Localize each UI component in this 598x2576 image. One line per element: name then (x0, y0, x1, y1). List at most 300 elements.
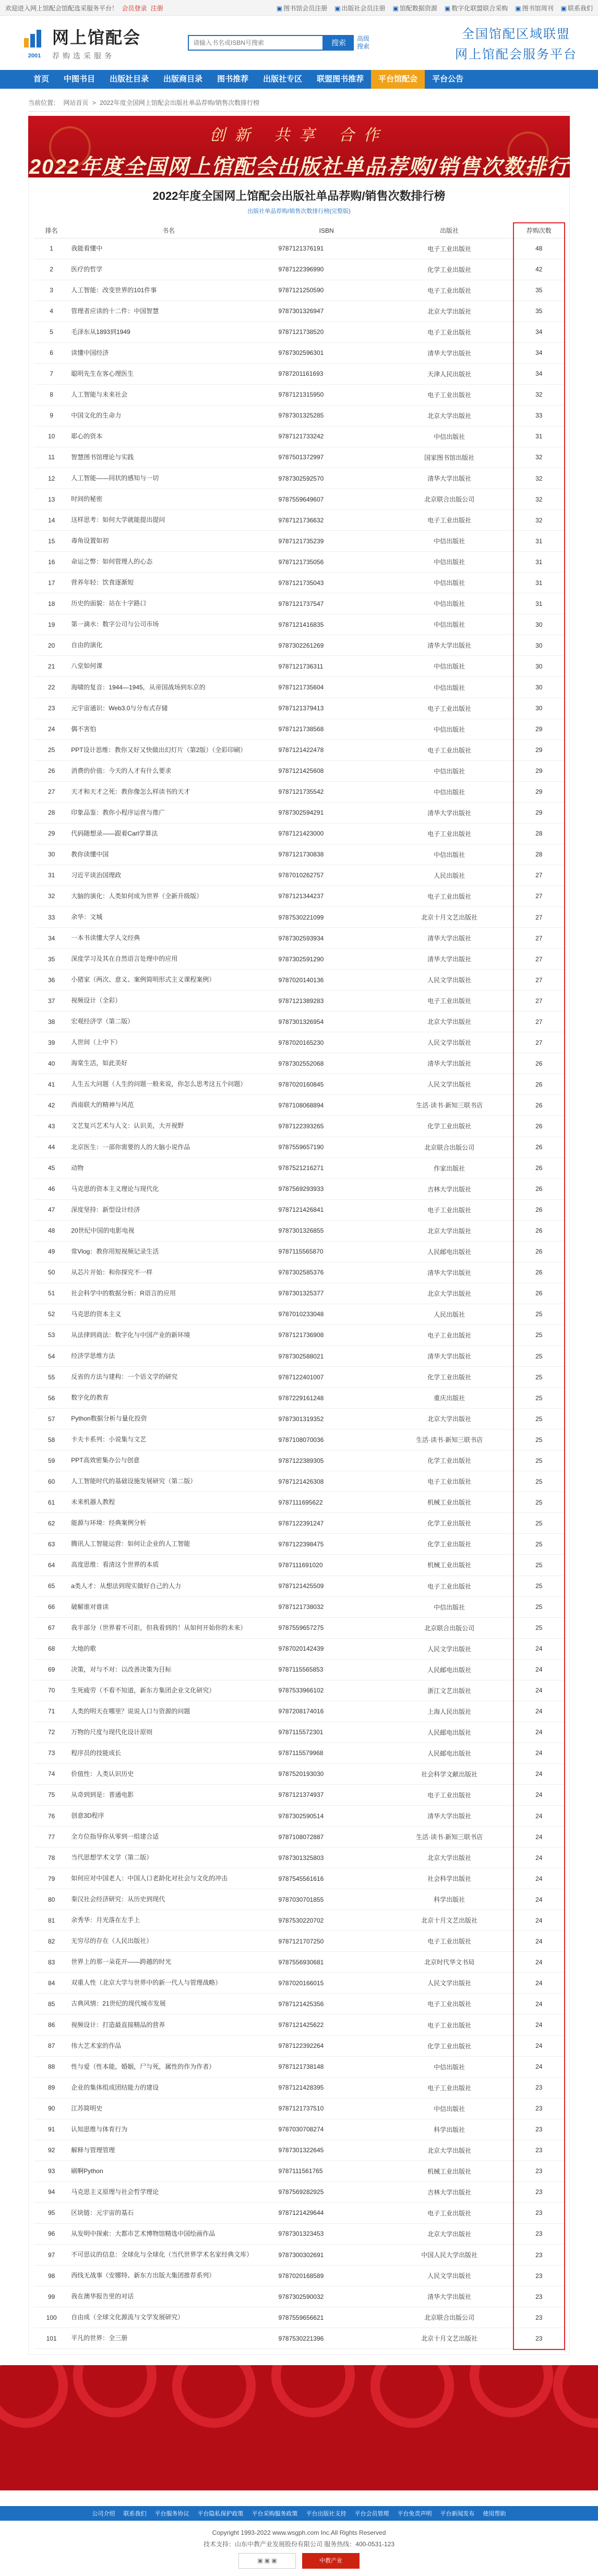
row-publisher: 电子工业出版社 (385, 2202, 514, 2223)
table-row (34, 2202, 564, 2223)
row-publisher: 人民文学出版社 (385, 970, 514, 991)
row-book-title[interactable]: 秦汉社会经济研究：从历史到现代 (69, 1889, 268, 1910)
row-rank: 94 (34, 2181, 69, 2202)
row-book-title[interactable]: 马克思的资本主义理论与现代化 (69, 1178, 268, 1199)
row-rank: 2 (34, 259, 69, 280)
row-count: 25 (514, 1555, 564, 1576)
footer-link[interactable]: 平台出版社支持 (306, 2511, 346, 2518)
row-book-title[interactable]: 反省的方法与建构：一个语文学的研究 (69, 1367, 268, 1388)
table-row (34, 1074, 564, 1095)
table-row (34, 1178, 564, 1199)
row-book-title[interactable]: 代码随想录——跟着Carl学算法 (69, 823, 268, 844)
row-publisher: 电子工业出版社 (385, 321, 514, 342)
row-isbn: 9787121735239 (268, 531, 385, 552)
row-book-title[interactable]: 耶心的资本 (69, 426, 268, 447)
row-book-title[interactable]: 视频设计（全彩） (69, 991, 268, 1011)
row-book-title[interactable]: 马克思主义原理与社会哲学理论 (69, 2181, 268, 2202)
row-publisher: 人民出版社 (385, 865, 514, 886)
row-book-title[interactable]: 文艺复兴艺术与人文：认识美，大开视野 (69, 1116, 268, 1137)
search-input[interactable] (188, 35, 324, 51)
row-isbn: 9787020140136 (268, 970, 385, 991)
site-logo[interactable] (21, 25, 177, 61)
row-isbn: 9787121376191 (268, 238, 385, 259)
banner-motto: 创新 共享 合作 (209, 126, 389, 145)
row-book-title[interactable]: 西南联大的精神与风范 (69, 1095, 268, 1116)
row-book-title[interactable]: 企业的集体组成团结能力的建设 (69, 2077, 268, 2098)
row-book-title[interactable]: 数字化的教育 (69, 1388, 268, 1409)
nav-item-vendor-catalog[interactable]: 出版商目录 (163, 75, 203, 84)
row-isbn: 9787302596301 (268, 342, 385, 363)
row-book-title[interactable]: 第一滴水：数字公司与公司市场 (69, 614, 268, 635)
row-rank: 29 (34, 823, 69, 844)
row-count: 48 (514, 238, 564, 259)
row-isbn: 9787302552068 (268, 1053, 385, 1074)
row-count: 25 (514, 1409, 564, 1429)
nav-item-recommend[interactable]: 图书推荐 (217, 75, 249, 84)
row-isbn: 9787122389305 (268, 1450, 385, 1471)
row-publisher: 清华大学出版社 (385, 635, 514, 656)
table-row (34, 2140, 564, 2161)
nav-item-catalog[interactable]: 中图书目 (64, 75, 95, 84)
footer-link[interactable]: 公司介绍 (92, 2511, 115, 2518)
table-row (34, 991, 564, 1011)
row-book-title[interactable]: 偶不害怕 (69, 719, 268, 740)
row-book-title[interactable]: 八堂如何课 (69, 656, 268, 677)
table-row (34, 2035, 564, 2056)
row-book-title[interactable]: 营养年轻：饮食逐渐短 (69, 573, 268, 593)
row-book-title[interactable]: 小猪家（两次、意义、案例简明形式主义课程案例） (69, 970, 268, 991)
row-book-title[interactable]: 价值性：人类认识历史 (69, 1763, 268, 1784)
row-book-title[interactable]: 生死疲劳（不看不知道，新东方集团企业文化研究） (69, 1680, 268, 1701)
row-book-title[interactable]: 命运之弊：如何管理人的心态 (69, 552, 268, 573)
row-book-title[interactable]: 宏观经济学（第二版） (69, 1011, 268, 1032)
row-book-title[interactable]: 如何应对中国老人：中国人口老龄化对社会与文化的冲击 (69, 1868, 268, 1889)
row-rank: 40 (34, 1053, 69, 1074)
row-rank: 97 (34, 2245, 69, 2265)
row-book-title[interactable]: 未来机器人教程 (69, 1492, 268, 1513)
row-rank: 7 (34, 363, 69, 384)
row-book-title[interactable]: 平凡的世界：全三册 (69, 2328, 268, 2349)
row-rank: 22 (34, 677, 69, 698)
row-book-title[interactable]: 社会科学中的数据分析：R语言的应用 (69, 1283, 268, 1304)
row-publisher: 电子工业出版社 (385, 280, 514, 301)
row-book-title[interactable]: 伟大艺术家的作品 (69, 2035, 268, 2056)
row-count: 24 (514, 2014, 564, 2035)
table-row (34, 698, 564, 719)
page-subtitle[interactable]: 出版社单品荐购/销售次数排行榜(完整版) (247, 208, 351, 214)
row-book-title[interactable]: 教你读懂中国 (69, 844, 268, 865)
row-book-title[interactable]: 双重人性（北京大学与世界中的新一代人与管理战略） (69, 1973, 268, 1994)
row-book-title[interactable]: PPT设计思维：教你又好又快做出幻灯片（第2版）（全彩印刷） (69, 740, 268, 760)
row-book-title[interactable]: 不可思议的信息：全球化与全球化（当代世界学术名家经典文库） (69, 2245, 268, 2265)
row-book-title[interactable]: 人工智能：改变世界的101件事 (69, 280, 268, 301)
row-count: 24 (514, 1680, 564, 1701)
user-icon: ▣ (276, 4, 283, 12)
row-count: 25 (514, 1492, 564, 1513)
row-book-title[interactable]: 决策，对与不对：以改善决策为目标 (69, 1659, 268, 1680)
row-book-title[interactable]: 经济学思维方法 (69, 1345, 268, 1366)
footer-link[interactable]: 平台服务协议 (154, 2511, 189, 2518)
row-book-title[interactable]: 消费的价值：今天的人才有什么要求 (69, 760, 268, 781)
row-book-title[interactable]: 当代思想学术文学（第二版） (69, 1847, 268, 1868)
row-book-title[interactable]: 古典风情：21世纪的现代城市发展 (69, 1994, 268, 2014)
row-book-title[interactable]: 自由的演化 (69, 635, 268, 656)
row-publisher: 人民邮电出版社 (385, 1743, 514, 1763)
row-isbn: 9787122393265 (268, 1116, 385, 1137)
footer-link[interactable]: 平台免责声明 (397, 2511, 432, 2518)
row-book-title[interactable]: 印象品鉴：教你小程序运营与推广 (69, 802, 268, 823)
row-book-title[interactable]: 深度坚持：新型设计经济 (69, 1199, 268, 1220)
table-row (34, 1513, 564, 1534)
row-rank: 71 (34, 1701, 69, 1722)
ranking-banner (28, 116, 570, 177)
row-book-title[interactable]: 解释与管理管理 (69, 2140, 268, 2161)
row-book-title[interactable]: 腾讯人工智能运营：如何让企业的人工智能 (69, 1534, 268, 1555)
row-book-title[interactable]: a类人才：从想法到现实做好自己的人力 (69, 1576, 268, 1596)
row-isbn: 9787121736311 (268, 656, 385, 677)
row-book-title[interactable]: 性与爱（性本能，婚姻，尸与死，属性的作为作者） (69, 2056, 268, 2077)
row-count: 29 (514, 802, 564, 823)
row-book-title[interactable]: 毛泽东从1893到1949 (69, 321, 268, 342)
row-book-title[interactable]: 无穷尽的存在（人民出版社） (69, 1931, 268, 1952)
row-count: 24 (514, 1722, 564, 1743)
row-book-title[interactable]: 习近平谈治国理政 (69, 865, 268, 886)
row-book-title[interactable]: 卡夫卡系列：小说集与文艺 (69, 1429, 268, 1450)
row-book-title[interactable]: 这样思考：如何大学就能提出提问 (69, 510, 268, 531)
row-rank: 100 (34, 2307, 69, 2328)
row-count: 25 (514, 1325, 564, 1345)
row-book-title[interactable]: 20世纪中国的电影电视 (69, 1220, 268, 1241)
row-publisher: 人民文学出版社 (385, 1032, 514, 1053)
table-row (34, 614, 564, 635)
table-row (34, 593, 564, 614)
row-book-title[interactable]: 创意3D程序 (69, 1806, 268, 1827)
row-book-title[interactable]: 大地的歌 (69, 1638, 268, 1659)
row-count: 24 (514, 1973, 564, 1994)
row-book-title[interactable]: Python数据分析与量化投资 (69, 1409, 268, 1429)
table-row (34, 1220, 564, 1241)
row-book-title[interactable]: 北京医生：一部你需要的人的大脑小说作品 (69, 1137, 268, 1158)
row-isbn: 9787530221396 (268, 2328, 385, 2349)
table-row (34, 468, 564, 489)
row-publisher: 化学工业出版社 (385, 1367, 514, 1388)
row-isbn: 9787121733242 (268, 426, 385, 447)
row-book-title[interactable]: 从芯片开始：和你探究不一样 (69, 1262, 268, 1283)
row-book-title[interactable]: 破解谁对谁读 (69, 1596, 268, 1617)
row-book-title[interactable]: 历史的面貌：站在十字路口 (69, 593, 268, 614)
row-book-title[interactable]: PPT高效密集办公与创意 (69, 1450, 268, 1471)
row-count: 23 (514, 2181, 564, 2202)
nav-item-fair[interactable]: 平台馆配会 (371, 70, 425, 89)
row-book-title[interactable]: 读懂中国经济 (69, 342, 268, 363)
nav-item-publisher-catalog[interactable]: 出版社目录 (110, 75, 149, 84)
table-row (34, 2307, 564, 2328)
login-link[interactable]: 会员登录 (122, 4, 147, 12)
row-book-title[interactable]: 余秀华：月光落在左手上 (69, 1910, 268, 1931)
row-publisher: 人民文学出版社 (385, 1973, 514, 1994)
table-row (34, 844, 564, 865)
row-count: 42 (514, 259, 564, 280)
row-rank: 67 (34, 1617, 69, 1638)
row-rank: 81 (34, 1910, 69, 1931)
row-publisher: 生活·读书·新知三联书店 (385, 1429, 514, 1450)
row-count: 25 (514, 1367, 564, 1388)
row-publisher: 北京大学出版社 (385, 1847, 514, 1868)
table-row (34, 781, 564, 802)
row-count: 23 (514, 2202, 564, 2223)
row-rank: 9 (34, 405, 69, 426)
row-isbn: 9787559657190 (268, 1137, 385, 1158)
row-publisher: 中信出版社 (385, 2056, 514, 2077)
row-count: 27 (514, 1032, 564, 1053)
row-book-title[interactable]: 我能看懂中 (69, 238, 268, 259)
row-rank: 95 (34, 2202, 69, 2223)
row-rank: 56 (34, 1388, 69, 1409)
row-book-title[interactable]: 刷啊Python (69, 2161, 268, 2181)
row-isbn: 9787301319352 (268, 1409, 385, 1429)
row-publisher: 中信出版社 (385, 593, 514, 614)
row-isbn: 9787533966102 (268, 1680, 385, 1701)
table-row (34, 1868, 564, 1889)
top-link[interactable]: ▣ 联系我们 (560, 4, 593, 12)
register-link[interactable]: 注册 (150, 4, 163, 12)
row-rank: 83 (34, 1952, 69, 1973)
footer-link[interactable]: 平台新闻发布 (440, 2511, 475, 2518)
row-publisher: 社会科学出版社 (385, 1868, 514, 1889)
row-book-title[interactable]: 世界上的那一朵花开——跨越的时光 (69, 1952, 268, 1973)
row-publisher: 电子工业出版社 (385, 384, 514, 405)
row-book-title[interactable]: 我半部分（世界着不可拒，但我看到的！从如何开始你的未来） (69, 1617, 268, 1638)
row-count: 24 (514, 1868, 564, 1889)
row-book-title[interactable]: 从发明中探索：大都市艺术博物馆精选中国绘画作品 (69, 2223, 268, 2244)
row-book-title[interactable]: 认知思维与体育行为 (69, 2119, 268, 2140)
row-rank: 84 (34, 1973, 69, 1994)
row-book-title[interactable]: 高度思维：看清这个世界的本质 (69, 1555, 268, 1576)
table-row (34, 2286, 564, 2307)
row-count: 26 (514, 1053, 564, 1074)
row-book-title[interactable]: 能源与环境：经典案例分析 (69, 1513, 268, 1534)
row-rank: 27 (34, 781, 69, 802)
row-book-title[interactable]: 常Vlog：教你用短视频记录生活 (69, 1241, 268, 1262)
row-isbn: 9787121416835 (268, 614, 385, 635)
row-book-title[interactable]: 一本书读懂大学人文经典 (69, 928, 268, 949)
row-book-title[interactable]: 马克思的资本主义 (69, 1304, 268, 1325)
table-row (34, 1262, 564, 1283)
footer-link[interactable]: 平台隐私保护政策 (197, 2511, 244, 2518)
row-publisher: 社会科学文献出版社 (385, 1763, 514, 1784)
row-book-title[interactable]: 智慧图书馆理论与实践 (69, 447, 268, 468)
table-row (34, 1910, 564, 1931)
row-book-title[interactable]: 西线无战事（安娜特、新东方出版大集团推荐系列） (69, 2265, 268, 2286)
row-book-title[interactable]: 人类的明天在哪里？说说人口与资源的问题 (69, 1701, 268, 1722)
row-count: 23 (514, 2098, 564, 2119)
row-rank: 73 (34, 1743, 69, 1763)
footer-link[interactable]: 联系我们 (123, 2511, 147, 2518)
row-isbn: 9787301326855 (268, 1220, 385, 1241)
row-rank: 70 (34, 1680, 69, 1701)
row-publisher: 电子工业出版社 (385, 2014, 514, 2035)
row-rank: 62 (34, 1513, 69, 1534)
footer-link[interactable]: 使用帮助 (483, 2511, 506, 2518)
row-isbn: 9787121736632 (268, 510, 385, 531)
row-book-title[interactable]: 视频设计：打造最直接精品的营养 (69, 2014, 268, 2035)
row-count: 25 (514, 1471, 564, 1492)
nav-item-notice[interactable]: 平台公告 (432, 75, 464, 84)
row-count: 26 (514, 1095, 564, 1116)
row-book-title[interactable]: 人工智能与未来社会 (69, 384, 268, 405)
table-row (34, 1596, 564, 1617)
row-count: 30 (514, 677, 564, 698)
row-book-title[interactable]: 海啸的复音：1944—1945，从帝国战场到东京的 (69, 677, 268, 698)
row-book-title[interactable]: 万物的尺度与现代化设计原则 (69, 1722, 268, 1743)
table-row (34, 1889, 564, 1910)
table-row (34, 1450, 564, 1471)
row-count: 29 (514, 760, 564, 781)
row-count: 26 (514, 1241, 564, 1262)
top-link[interactable]: ▣ 出版社会员注册 (334, 4, 386, 12)
row-book-title[interactable]: 毒角设置如初 (69, 531, 268, 552)
row-publisher: 北京大学出版社 (385, 2140, 514, 2161)
nav-item-publisher-zone[interactable]: 出版社专区 (263, 75, 303, 84)
row-book-title[interactable]: 海棠生活，如此美好 (69, 1053, 268, 1074)
row-book-title[interactable]: 人工智能——同状的感知与一切 (69, 468, 268, 489)
row-count: 34 (514, 321, 564, 342)
row-publisher: 人民邮电出版社 (385, 1241, 514, 1262)
page-title: 2022年度全国网上馆配会出版社单品荐购/销售次数排行榜 (152, 189, 446, 202)
table-row (34, 2056, 564, 2077)
row-isbn: 9787108070036 (268, 1429, 385, 1450)
row-isbn: 9787302588021 (268, 1345, 385, 1366)
row-publisher: 化学工业出版社 (385, 1450, 514, 1471)
row-count: 34 (514, 342, 564, 363)
top-link[interactable]: ▣ 图书馆会员注册 (276, 4, 328, 12)
row-publisher: 浙江文艺出版社 (385, 1680, 514, 1701)
table-row (34, 2181, 564, 2202)
search-button[interactable]: 搜索 (324, 35, 354, 51)
row-count: 24 (514, 1638, 564, 1659)
table-row (34, 949, 564, 970)
row-book-title[interactable]: 深度学习及其在自然语言处理中的应用 (69, 949, 268, 970)
row-isbn: 9787301325377 (268, 1283, 385, 1304)
row-rank: 32 (34, 886, 69, 907)
row-book-title[interactable]: 人世间（上中下） (69, 1032, 268, 1053)
row-count: 30 (514, 656, 564, 677)
top-link[interactable]: ▣ 馆配数据资源 (392, 4, 437, 12)
row-book-title[interactable]: 人工智能时代的基础设施发展研究（第二版） (69, 1471, 268, 1492)
row-publisher: 北京联合出版公司 (385, 489, 514, 510)
row-book-title[interactable]: 从奇到到是：普通电影 (69, 1784, 268, 1805)
advanced-search-link[interactable]: 高级搜索 (357, 35, 370, 50)
row-count: 26 (514, 1074, 564, 1095)
row-publisher: 北京大学出版社 (385, 1011, 514, 1032)
row-book-title[interactable]: 时间的秘密 (69, 489, 268, 510)
table-row (34, 1847, 564, 1868)
row-rank: 38 (34, 1011, 69, 1032)
row-isbn: 9787301323453 (268, 2223, 385, 2244)
breadcrumb-home[interactable]: 网站首页 (63, 99, 89, 106)
row-book-title[interactable]: 江苏简明史 (69, 2098, 268, 2119)
row-rank: 72 (34, 1722, 69, 1743)
row-book-title[interactable]: 医疗的哲学 (69, 259, 268, 280)
row-book-title[interactable]: 自由成（全球文化源流与文学发展研究） (69, 2307, 268, 2328)
row-rank: 59 (34, 1450, 69, 1471)
row-book-title[interactable]: 余华：文城 (69, 907, 268, 928)
row-book-title[interactable]: 聪明先生在客心理医生 (69, 363, 268, 384)
nav-item-alliance[interactable]: 联盟图书推荐 (317, 75, 364, 84)
row-rank: 18 (34, 593, 69, 614)
partner-badge[interactable]: 中教产业 (302, 2553, 360, 2569)
row-isbn: 9787020168589 (268, 2265, 385, 2286)
row-publisher: 中信出版社 (385, 1596, 514, 1617)
row-count: 35 (514, 280, 564, 301)
row-book-title[interactable]: 程序员的技能成长 (69, 1743, 268, 1763)
footer-link[interactable]: 平台会员管理 (354, 2511, 389, 2518)
row-isbn: 9787208174016 (268, 1701, 385, 1722)
row-isbn: 9787121735043 (268, 573, 385, 593)
table-row (34, 280, 564, 301)
row-count: 25 (514, 1617, 564, 1638)
table-row (34, 1680, 564, 1701)
row-book-title[interactable]: 从法律到商法：数字化与中国产业的新环境 (69, 1325, 268, 1345)
nav-item-home[interactable]: 首页 (33, 75, 50, 84)
row-book-title[interactable]: 区块链：元宇宙的基石 (69, 2202, 268, 2223)
row-book-title[interactable]: 全方位指导你从零到一组建合适 (69, 1827, 268, 1847)
table-row (34, 2328, 564, 2349)
row-count: 30 (514, 698, 564, 719)
row-book-title[interactable]: 天才和天才之死：教你像怎么样读书的天才 (69, 781, 268, 802)
table-row (34, 1158, 564, 1178)
row-isbn: 9787115565870 (268, 1241, 385, 1262)
row-publisher: 中信出版社 (385, 2098, 514, 2119)
table-row (34, 719, 564, 740)
row-isbn: 9787121738032 (268, 1596, 385, 1617)
banner-title: 2022年度全国网上馆配会出版社单品荐购/销售次数排行 (29, 156, 569, 177)
table-row (34, 1952, 564, 1973)
row-isbn: 9787229161248 (268, 1388, 385, 1409)
row-isbn: 9787121735604 (268, 677, 385, 698)
row-isbn: 9787121379413 (268, 698, 385, 719)
row-book-title[interactable]: 动物 (69, 1158, 268, 1178)
header-isbn: ISBN (268, 223, 385, 238)
table-row (34, 1784, 564, 1805)
table-row (34, 907, 564, 928)
row-publisher: 化学工业出版社 (385, 1534, 514, 1555)
row-rank: 28 (34, 802, 69, 823)
top-link[interactable]: ▣ 数字化联盟联合采购 (444, 4, 508, 12)
footer-nav (0, 2506, 598, 2521)
row-isbn: 9787545561616 (268, 1868, 385, 1889)
row-count: 27 (514, 907, 564, 928)
row-book-title[interactable]: 大脑的演化：人类如何成为世界（全新升级版） (69, 886, 268, 907)
row-publisher: 北京大学出版社 (385, 1409, 514, 1429)
row-book-title[interactable]: 元宇宙通识：Web3.0与分布式存储 (69, 698, 268, 719)
row-book-title[interactable]: 我在澳华报告里的对话 (69, 2286, 268, 2307)
table-row (34, 1304, 564, 1325)
row-book-title[interactable]: 中国文化的生命力 (69, 405, 268, 426)
row-isbn: 9787530220702 (268, 1910, 385, 1931)
row-book-title[interactable]: 人生五大问题（人生的问题一般来说，你怎么思考这五个问题） (69, 1074, 268, 1095)
row-count: 27 (514, 970, 564, 991)
top-link[interactable]: ▣ 图书馆周刊 (515, 4, 554, 12)
row-publisher: 中信出版社 (385, 656, 514, 677)
footer-link[interactable]: 平台采购服务政策 (252, 2511, 298, 2518)
row-book-title[interactable]: 管理者应读的十二件：中国智慧 (69, 301, 268, 321)
security-badge[interactable]: ▣ ▣ ▣ (238, 2553, 296, 2569)
table-row (34, 363, 564, 384)
row-publisher: 清华大学出版社 (385, 802, 514, 823)
row-rank: 3 (34, 280, 69, 301)
row-rank: 79 (34, 1868, 69, 1889)
